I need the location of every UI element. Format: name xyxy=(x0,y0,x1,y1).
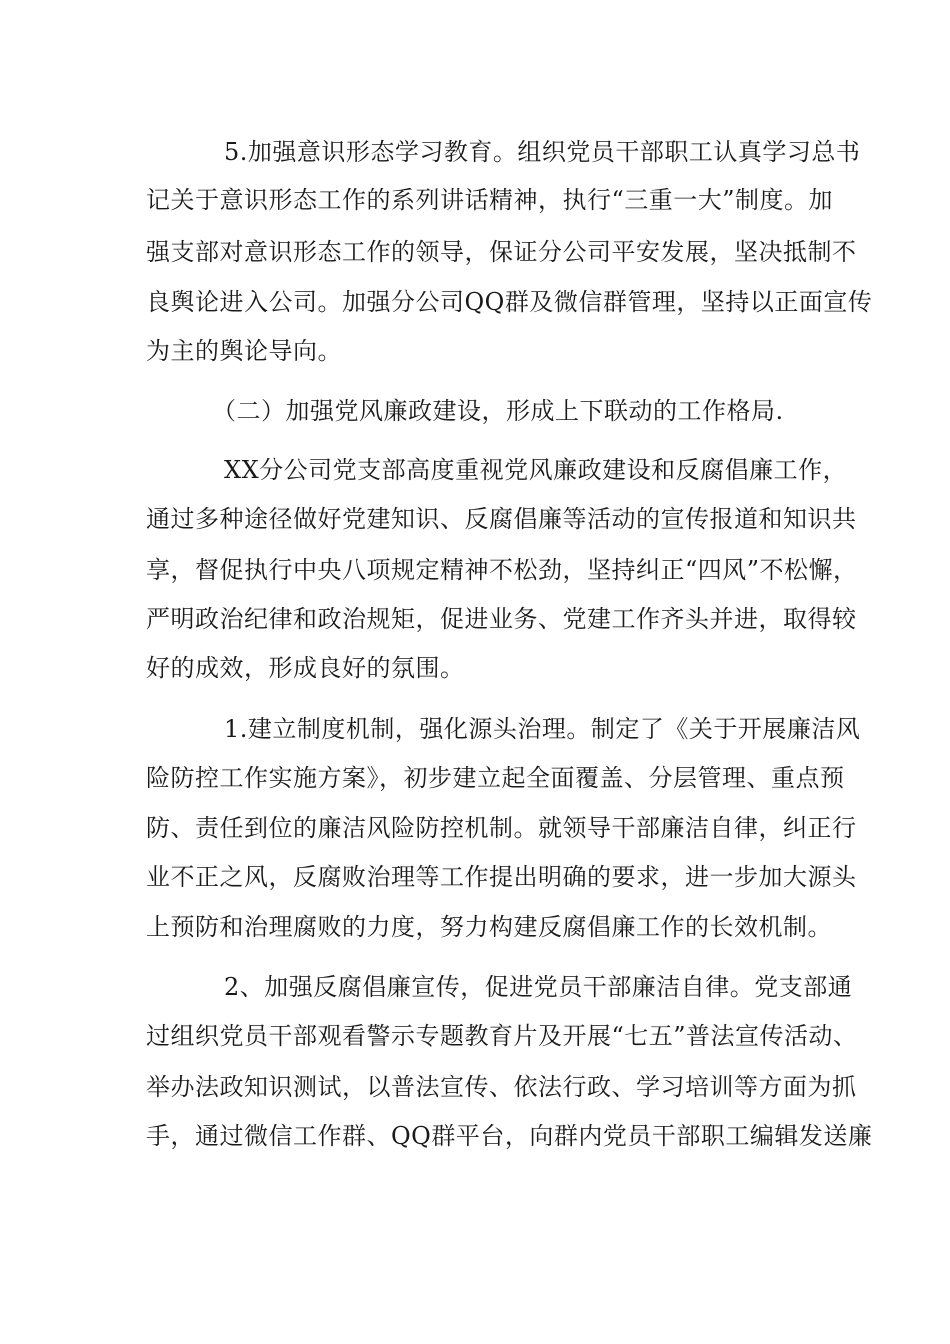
text-line: 记关于意识形态工作的系列讲话精神，执行“三重一大”制度。加 xyxy=(146,186,834,214)
text-line: 业不正之风，反腐败治理等工作提出明确的要求，进一步加大源头 xyxy=(146,863,857,891)
text-line: 上预防和治理腐败的力度，努力构建反腐倡廉工作的长效机制。 xyxy=(146,913,832,941)
text-line: 为主的舆论导向。 xyxy=(146,337,342,365)
text-line: 1.建立制度机制，强化源头治理。制定了《关于开展廉洁风 xyxy=(224,715,861,743)
text-line: 良舆论进入公司。加强分公司QQ群及微信群管理，坚持以正面宣传 xyxy=(146,288,873,316)
text-line: 手，通过微信工作群、QQ群平台，向群内党员干部职工编辑发送廉 xyxy=(146,1122,873,1150)
text-line: 严明政治纪律和政治规矩，促进业务、党建工作齐头并进，取得较 xyxy=(146,605,857,633)
text-line: 5.加强意识形态学习教育。组织党员干部职工认真学习总书 xyxy=(224,138,861,166)
text-line: 2、加强反腐倡廉宣传，促进党员干部廉洁自律。党支部通 xyxy=(224,973,853,1001)
text-line: 强支部对意识形态工作的领导，保证分公司平安发展，坚决抵制不 xyxy=(146,238,857,266)
text-line: 防、责任到位的廉洁风险防控机制。就领导干部廉洁自律，纠正行 xyxy=(146,814,857,842)
text-line: 享，督促执行中央八项规定精神不松劲，坚持纠正“四风”不松懈， xyxy=(146,556,858,584)
text-line: 过组织党员干部观看警示专题教育片及开展“七五”普法宣传活动、 xyxy=(146,1022,858,1050)
text-line: 险防控工作实施方案》，初步建立起全面覆盖、分层管理、重点预 xyxy=(146,764,845,792)
text-line: XX分公司党支部高度重视党风廉政建设和反腐倡廉工作， xyxy=(224,456,848,484)
text-line: 通过多种途径做好党建知识、反腐倡廉等活动的宣传报道和知识共 xyxy=(146,505,857,533)
text-line: 举办法政知识测试，以普法宣传、依法行政、学习培训等方面为抓 xyxy=(146,1073,857,1101)
heading-line: （二）加强党风廉政建设，形成上下联动的工作格局. xyxy=(212,397,784,425)
text-line: 好的成效，形成良好的氛围。 xyxy=(146,654,465,682)
